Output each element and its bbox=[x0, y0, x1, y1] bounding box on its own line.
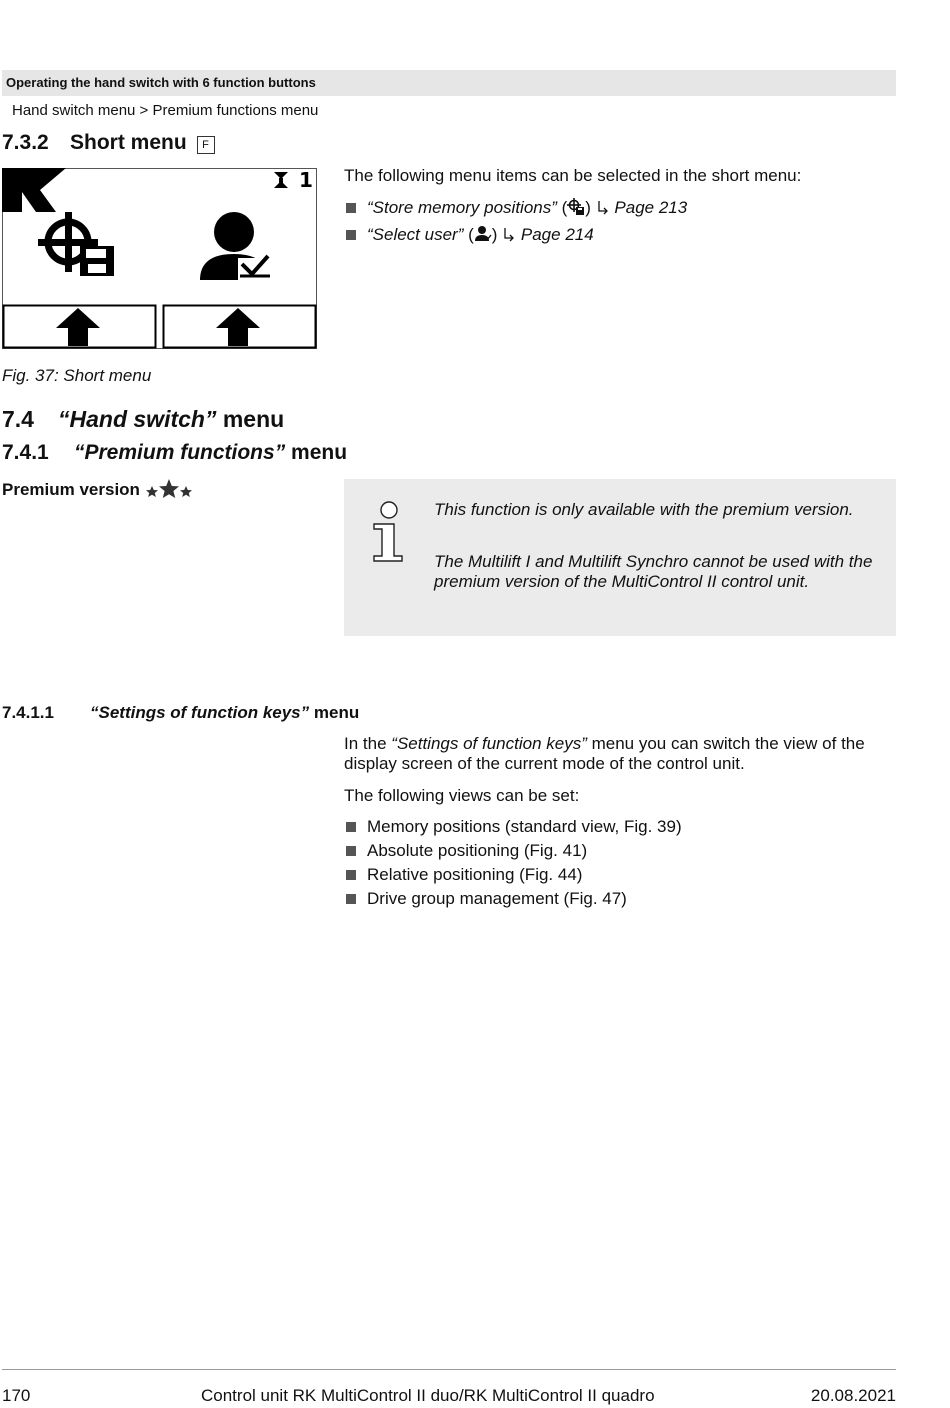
section-number: 7.4.1 bbox=[2, 441, 49, 464]
views-intro: The following views can be set: bbox=[344, 786, 580, 805]
premium-stars-icon bbox=[145, 478, 193, 503]
paragraph-rest: menu you can switch the view of the display screen of the current mode of the control unit. bbox=[344, 734, 865, 773]
views-list bbox=[344, 815, 682, 911]
footer-date: 20.08.2021 bbox=[810, 1386, 896, 1405]
soft-key-right bbox=[164, 306, 316, 348]
settings-paragraph bbox=[344, 734, 896, 774]
premium-version-text: Premium version bbox=[2, 480, 140, 499]
menu-name: “Settings of function keys” bbox=[391, 734, 587, 753]
link-arrow-icon[interactable] bbox=[596, 199, 610, 223]
short-menu-list bbox=[344, 196, 687, 250]
section-heading-hand-switch bbox=[2, 406, 284, 433]
list-item-text: Absolute positioning (Fig. 41) bbox=[367, 841, 588, 860]
bullet-square-icon bbox=[346, 203, 356, 213]
page-number: 170 bbox=[2, 1386, 31, 1405]
section-title: “Premium functions” bbox=[74, 441, 286, 464]
f-key-icon: F bbox=[197, 136, 215, 154]
section-title: “Hand switch” bbox=[58, 406, 217, 432]
list-item bbox=[344, 839, 682, 863]
link-arrow-icon[interactable] bbox=[502, 226, 516, 250]
soft-key-left bbox=[4, 306, 156, 348]
section-heading-short-menu bbox=[2, 131, 215, 155]
bullet-square-icon bbox=[346, 822, 356, 832]
bullet-square-icon bbox=[346, 870, 356, 880]
page-reference-link[interactable]: Page 213 bbox=[614, 198, 688, 217]
info-note-text-2: The Multilift I and Multilift Synchro cannot be used with the premium version of the MultiControl II control unit. bbox=[434, 552, 873, 591]
section-number: 7.4.1.1 bbox=[2, 703, 54, 722]
select-user-icon bbox=[474, 225, 492, 250]
footer-document-title: Control unit RK MultiControl II duo/RK MultiControl II quadro bbox=[201, 1386, 655, 1405]
section-title: “Settings of function keys” bbox=[90, 703, 310, 722]
bullet-square-icon bbox=[346, 846, 356, 856]
paragraph-prefix: In the bbox=[344, 734, 387, 753]
header-title: Operating the hand switch with 6 function buttons bbox=[6, 75, 316, 90]
list-item bbox=[344, 887, 682, 911]
section-title-suffix: menu bbox=[313, 703, 360, 722]
list-item-text: “Select user” bbox=[367, 225, 464, 244]
section-title-suffix: menu bbox=[291, 441, 348, 464]
footer-divider bbox=[2, 1369, 896, 1370]
breadcrumb: Hand switch menu > Premium functions menu bbox=[12, 102, 319, 119]
section-number: 7.3.2 bbox=[2, 131, 49, 154]
section-heading-premium-functions bbox=[2, 441, 347, 465]
short-menu-display-figure bbox=[2, 168, 318, 355]
section-heading-settings-function-keys bbox=[2, 703, 359, 723]
figure-caption: Fig. 37: Short menu bbox=[2, 366, 152, 385]
section-title: Short menu bbox=[70, 131, 187, 154]
store-memory-positions-icon bbox=[567, 198, 585, 223]
list-item bbox=[344, 863, 682, 887]
info-note-text-1: This function is only available with the premium version. bbox=[434, 500, 854, 519]
list-item-text: Relative positioning (Fig. 44) bbox=[367, 865, 583, 884]
list-item-text: Drive group management (Fig. 47) bbox=[367, 889, 627, 908]
list-item-text: “Store memory positions” bbox=[367, 198, 557, 217]
bullet-square-icon bbox=[346, 894, 356, 904]
page-reference-link[interactable]: Page 214 bbox=[520, 225, 594, 244]
bullet-square-icon bbox=[346, 230, 356, 240]
list-item bbox=[344, 815, 682, 839]
premium-version-label bbox=[2, 478, 193, 503]
list-item-text: Memory positions (standard view, Fig. 39) bbox=[367, 817, 682, 836]
user-indicator-number: 1 bbox=[299, 168, 313, 192]
section-title-suffix: menu bbox=[222, 406, 285, 432]
list-item: “Select user” ( ) Page 214 bbox=[344, 223, 687, 250]
short-menu-intro: The following menu items can be selected in the short menu: bbox=[344, 166, 802, 185]
section-number: 7.4 bbox=[2, 406, 34, 432]
info-icon bbox=[370, 500, 406, 569]
list-item: “Store memory positions” ( ) Page 213 bbox=[344, 196, 687, 223]
